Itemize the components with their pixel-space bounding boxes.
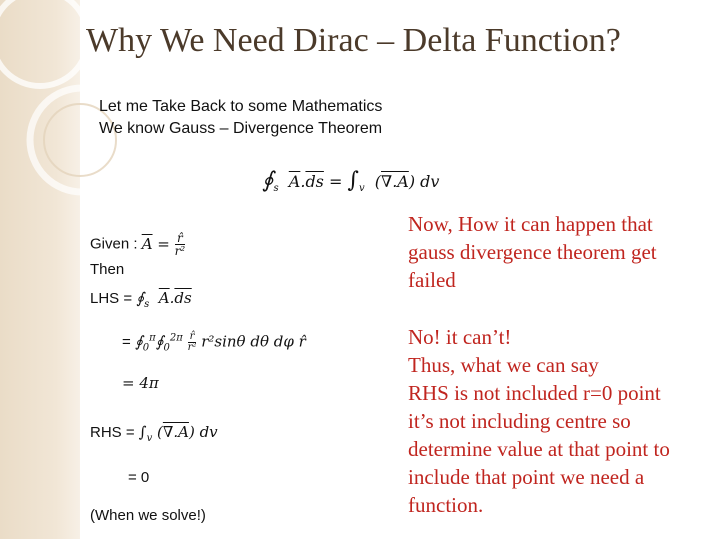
commentary-line: determine value at that point to (408, 437, 670, 461)
given-label: Given : (90, 235, 142, 253)
commentary-line: Now, How it can happen that (408, 212, 653, 236)
lhs-result: = 4π (122, 374, 159, 392)
intro-line-1: Let me Take Back to some Mathematics (99, 98, 383, 115)
given-row (90, 232, 185, 257)
lhs-label: LHS = (90, 290, 137, 307)
intro-line-2: We know Gauss – Divergence Theorem (99, 120, 383, 137)
commentary-line: failed (408, 268, 456, 292)
commentary-line: No! it can’t! (408, 325, 512, 349)
intro-text (99, 96, 382, 140)
then-label: Then (90, 261, 125, 278)
rhs-label: RHS = (90, 424, 139, 441)
commentary-line: gauss divergence theorem get (408, 240, 657, 264)
rhs-expression: $\int_v$ (∇.A) dv (138, 423, 218, 444)
lhs-expression: $∮_s$ $\overline{A}.\overline{ds}$ (136, 289, 192, 310)
commentary-line: include that point we need a (408, 465, 645, 489)
lhs-row (90, 289, 192, 310)
commentary-line: it’s not including centre so (408, 409, 631, 433)
commentary-paragraph-2 (408, 323, 718, 519)
rhs-result: = 0 (128, 469, 150, 486)
given-expression: $\overline{A}$ = $\frac{r̂}{\text{r²}}$ (141, 231, 186, 258)
commentary-line: function. (408, 493, 484, 517)
rhs-row (90, 423, 218, 444)
commentary-paragraph-1 (408, 210, 718, 294)
commentary-line: RHS is not included r=0 point (408, 381, 661, 405)
slide-title: Why We Need Dirac – Delta Function? (86, 22, 621, 59)
gauss-divergence-equation: $∮_s$ $\overline{A}.\overline{ds} = \int_v$ (∇.A) dv (262, 168, 440, 195)
solve-note: (When we solve!) (90, 507, 206, 524)
commentary-line: Thus, what we can say (408, 353, 599, 377)
lhs-integral-expansion: = $∮_0^\pi∮_0^{2\pi}$ $\frac{r̂}{\text{r²}}$ r²sinθ dθ dφ r̂ (122, 331, 306, 354)
